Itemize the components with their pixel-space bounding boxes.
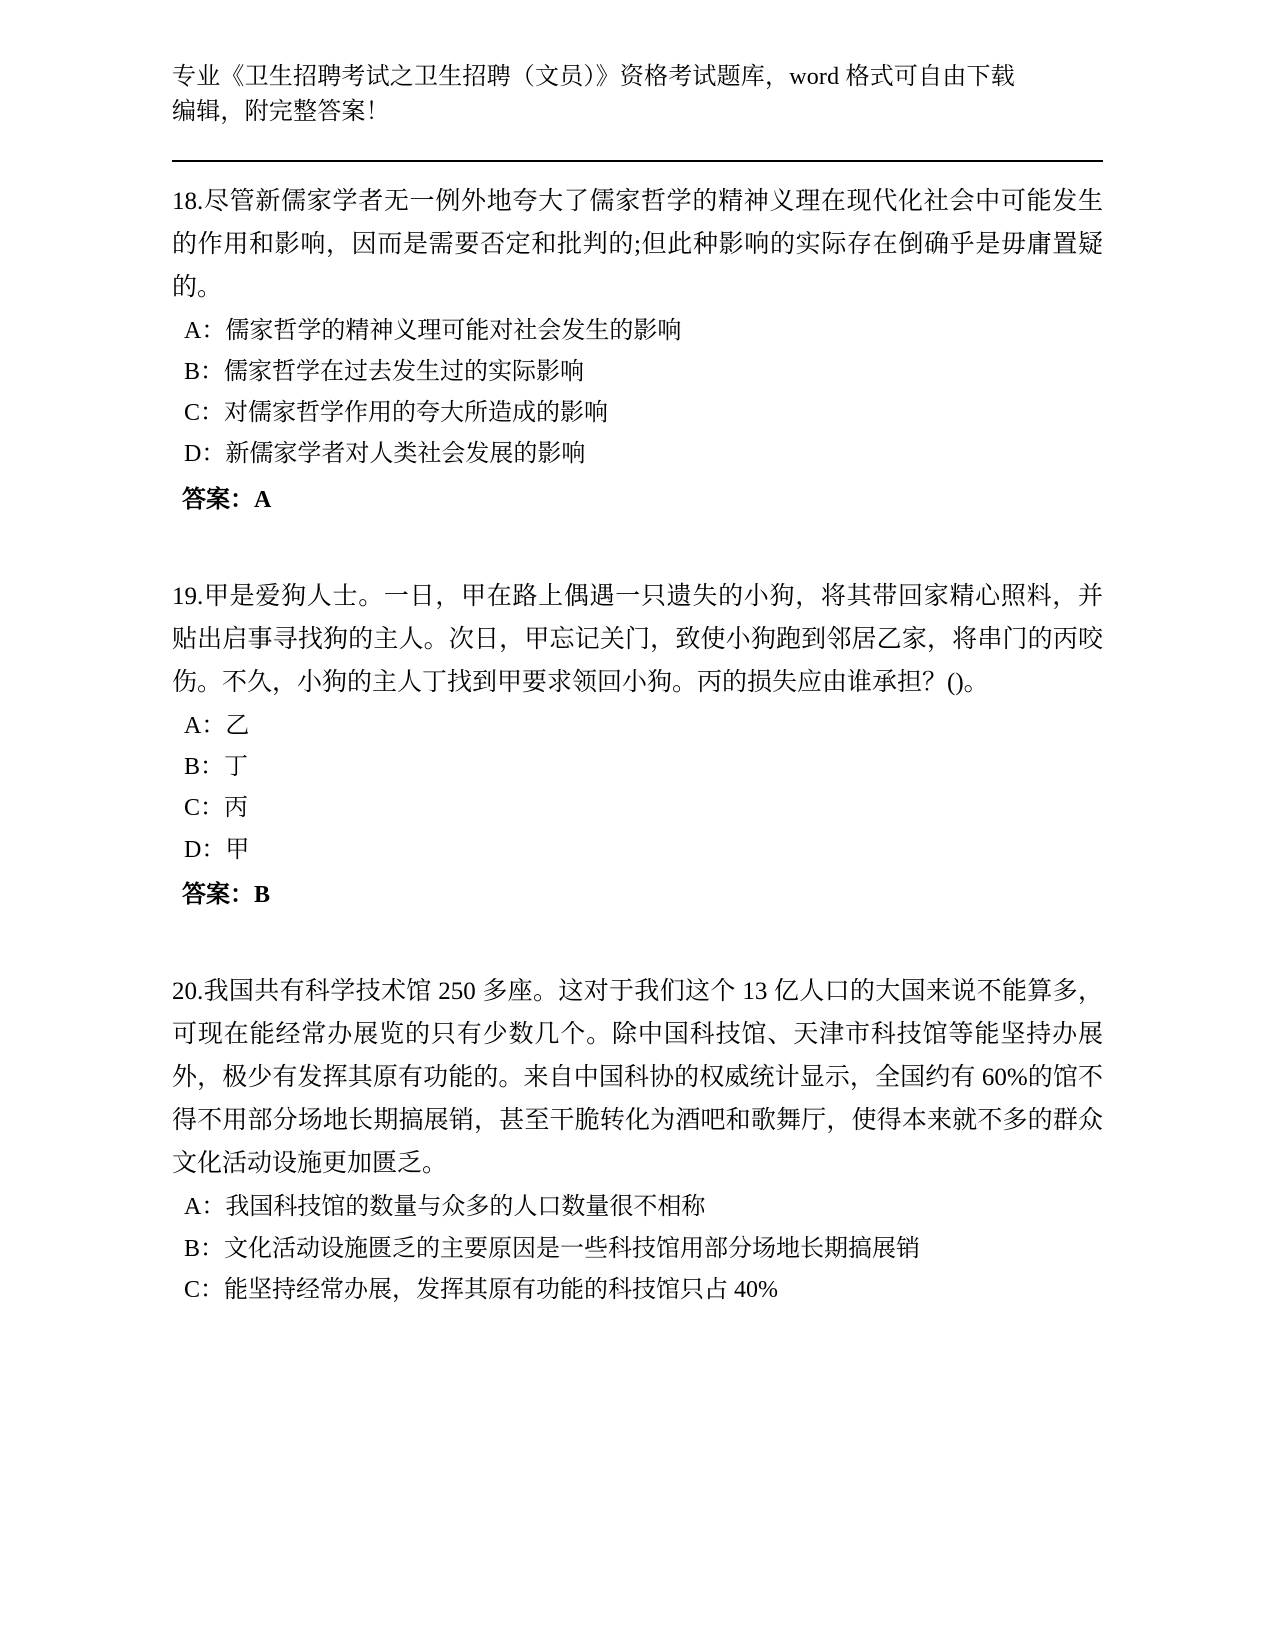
question-stem <box>172 180 1103 309</box>
option-b: B：儒家哲学在过去发生过的实际影响 <box>184 358 585 385</box>
questions-container <box>172 180 1103 1311</box>
header-divider <box>172 160 1103 162</box>
option-d: D：甲 <box>184 836 250 863</box>
option-d: D：新儒家学者对人类社会发展的影响 <box>184 441 586 468</box>
answer-line: 答案：B <box>182 881 271 908</box>
question-block <box>172 575 1103 916</box>
option-a: A：乙 <box>184 712 250 739</box>
question-stem <box>172 575 1103 704</box>
option-c: C：能坚持经常办展，发挥其原有功能的科技馆只占 40% <box>184 1276 778 1303</box>
option-c: C：丙 <box>184 795 249 822</box>
question-number: 18. <box>172 187 204 215</box>
option-a: A：我国科技馆的数量与众多的人口数量很不相称 <box>184 1194 706 1221</box>
question-number: 19. <box>172 582 204 610</box>
question-text: 甲是爱狗人士。一日，甲在路上偶遇一只遗失的小狗，将其带回家精心照料，并贴出启事寻找狗的主人。次日，甲忘记关门，致使小狗跑到邻居乙家，将串门的丙咬伤。不久，小狗的主人丁找到甲要求领回小狗。丙的损失应由谁承担？()。 <box>172 582 1103 696</box>
question-text: 我国共有科学技术馆 250 多座。这对于我们这个 13 亿人口的大国来说不能算多，可现在能经常办展览的只有少数几个。除中国科技馆、天津市科技馆等能坚持办展外，极少有发挥其原有功能的。来自中国科协的权威统计显示，全国约有 60%的馆不得不用部分场地长期搞展销，甚至干脆转化为酒吧和歌舞厅，使得本来就不多的群众文化活动设施更加匮乏。 <box>172 978 1103 1178</box>
question-stem <box>172 970 1103 1185</box>
question-block <box>172 180 1103 521</box>
question-block <box>172 970 1103 1311</box>
page-header <box>172 60 1103 130</box>
header-line-1: 专业《卫生招聘考试之卫生招聘（文员）》资格考试题库，word 格式可自由下载 <box>172 64 1015 90</box>
option-a: A：儒家哲学的精神义理可能对社会发生的影响 <box>184 317 682 344</box>
question-text: 尽管新儒家学者无一例外地夸大了儒家哲学的精神义理在现代化社会中可能发生的作用和影响，因而是需要否定和批判的;但此种影响的实际存在倒确乎是毋庸置疑的。 <box>172 187 1103 301</box>
question-number: 20. <box>172 978 204 1006</box>
option-b: B：丁 <box>184 754 249 781</box>
answer-line: 答案：A <box>182 486 272 513</box>
option-c: C：对儒家哲学作用的夸大所造成的影响 <box>184 400 609 427</box>
header-line-2: 编辑，附完整答案！ <box>172 98 390 125</box>
option-b: B：文化活动设施匮乏的主要原因是一些科技馆用部分场地长期搞展销 <box>184 1235 921 1262</box>
